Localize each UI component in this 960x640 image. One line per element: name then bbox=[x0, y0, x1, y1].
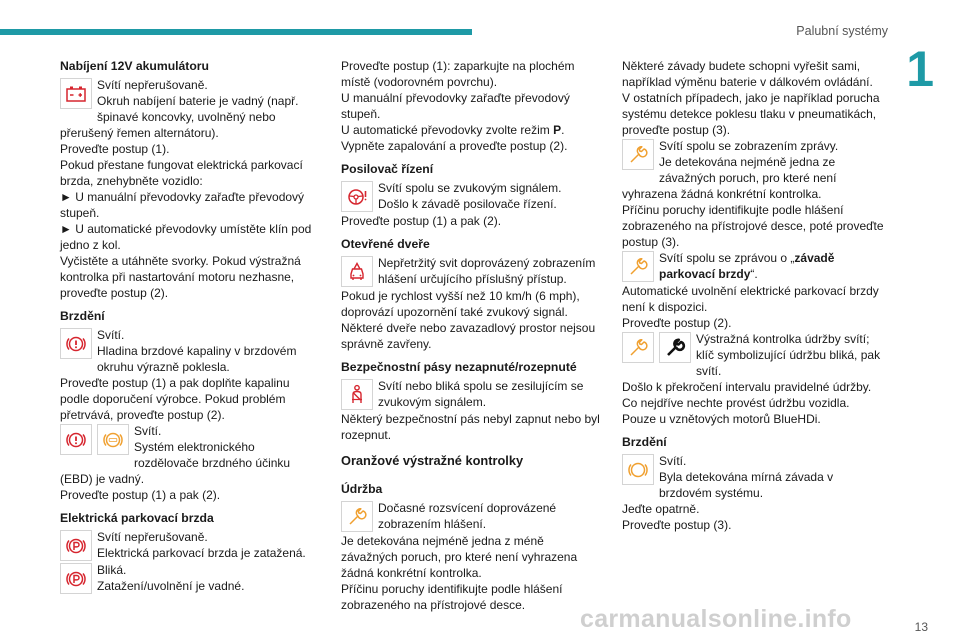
message-text-1: Svítí spolu se zobrazením zprávy. bbox=[659, 139, 839, 153]
procedure-text-2: U manuální převodovky zařaďte převodový stupeň. bbox=[341, 91, 570, 121]
brake-orange-entry bbox=[622, 453, 884, 501]
procedure-text-4: Vypněte zapalování a proveďte postup (2). bbox=[341, 139, 568, 153]
chapter-number: 1 bbox=[906, 41, 934, 97]
steering-text-2: Došlo k závadě posilovače řízení. bbox=[378, 197, 557, 211]
message-text-2: Je detekována nejméně jedna ze závažných poruch, pro které není vyhrazena žádná konkrétní kontrolka. bbox=[622, 155, 837, 201]
parking-text-3: Bliká. bbox=[97, 563, 127, 577]
steering-text-3: Proveďte postup (1) a pak (2). bbox=[341, 214, 502, 228]
maintenance-entry bbox=[622, 331, 884, 379]
col3-intro-2: V ostatních případech, jako je například porucha systému detekce poklesu tlaku v pneumatikách, proveďte postup (3). bbox=[622, 91, 880, 137]
brakes-text-2: Hladina brzdové kapaliny v brzdovém okruhu výrazně poklesla. bbox=[97, 344, 297, 374]
brake-orange-text-2: Byla detekována mírná závada v brzdovém systému. bbox=[659, 470, 834, 500]
wrench-icon bbox=[622, 251, 654, 282]
abs-icon bbox=[97, 424, 129, 455]
battery-entry bbox=[60, 77, 322, 141]
steering-entry bbox=[341, 180, 603, 213]
message-entry bbox=[622, 138, 884, 202]
door-text-3: Některé dveře nebo zavazadlový prostor nejsou správně zavřeny. bbox=[341, 321, 596, 351]
message-text-3: Příčinu poruchy identifikujte podle hlášení zobrazeného na přístrojové desce, poté proveďte postup (3). bbox=[622, 203, 884, 249]
maintenance-text-2: Došlo k překročení intervalu pravidelné údržby. bbox=[622, 380, 872, 394]
door-text-2: Pokud je rychlost vyšší než 10 km/h (6 mph), doprovází upozornění také zvukový signál. bbox=[341, 289, 580, 319]
parking-text-2: Elektrická parkovací brzda je zatažená. bbox=[97, 546, 306, 560]
maintenance-text-1: Výstražná kontrolka údržby svítí; klíč symbolizující údržbu bliká, pak svítí. bbox=[696, 332, 881, 378]
battery-text-7: Vyčistěte a utáhněte svorky. Pokud výstražná kontrolka při nastartování motoru nezhasne, proveďte postup (2). bbox=[60, 254, 301, 300]
section-title-service: Údržba bbox=[341, 482, 383, 496]
service-text-2: Je detekována nejméně jedna z méně závažných poruch, pro které není vyhrazena žádná konkrétní kontrolka. bbox=[341, 534, 578, 580]
steering-text-1: Svítí spolu se zvukovým signálem. bbox=[378, 181, 562, 195]
brake-orange-text-4: Proveďte postup (3). bbox=[622, 518, 732, 532]
section-title-brakes: Brzdění bbox=[60, 309, 105, 323]
brakes-text-1: Svítí. bbox=[97, 328, 125, 342]
wrench-icon bbox=[341, 501, 373, 532]
wrench-icon bbox=[622, 332, 654, 363]
procedure-text-1: Proveďte postup (1): zaparkujte na plochém místě (vodorovném povrchu). bbox=[341, 59, 575, 89]
parking-entry-2 bbox=[60, 562, 322, 595]
procedure-text-3 bbox=[341, 122, 603, 138]
battery-text-3: Proveďte postup (1). bbox=[60, 142, 170, 156]
parking-fault-text-1a: Svítí spolu se zprávou o „ bbox=[659, 251, 795, 265]
section-title-door: Otevřené dveře bbox=[341, 237, 430, 251]
ebd-text-3: Proveďte postup (1) a pak (2). bbox=[60, 488, 221, 502]
battery-icon bbox=[60, 78, 92, 109]
service-text-1: Dočasné rozsvícení doprovázené zobrazením hlášení. bbox=[378, 501, 557, 531]
parking-brake-icon bbox=[60, 563, 92, 594]
seatbelt-icon bbox=[341, 379, 373, 410]
door-entry bbox=[341, 255, 603, 288]
door-text-1: Nepřetržitý svit doprovázený zobrazením hlášení určujícího příslušný přístup. bbox=[378, 256, 596, 286]
ebd-entry bbox=[60, 423, 322, 487]
steering-warning-icon bbox=[341, 181, 373, 212]
battery-text-2: Okruh nabíjení baterie je vadný (např. špinavé koncovky, uvolněný nebo přerušený řemen alternátoru). bbox=[60, 94, 299, 140]
brakes-entry bbox=[60, 327, 322, 375]
parking-brake-icon bbox=[60, 530, 92, 561]
parking-fault-text-2: Automatické uvolnění elektrické parkovací brzdy není k dispozici. bbox=[622, 284, 879, 314]
brake-orange-text-1: Svítí. bbox=[659, 454, 687, 468]
section-title-parking-brake: Elektrická parkovací brzda bbox=[60, 511, 214, 525]
section-title-steering: Posilovač řízení bbox=[341, 162, 434, 176]
maintenance-text-4: Pouze u vznětových motorů BlueHDi. bbox=[622, 412, 821, 426]
column-3 bbox=[622, 58, 884, 533]
battery-text-4: Pokud přestane fungovat elektrická parkovací brzda, znehybněte vozidlo: bbox=[60, 158, 303, 188]
section-title-seatbelt: Bezpečnostní pásy nezapnuté/rozepnuté bbox=[341, 360, 577, 374]
section-title-battery: Nabíjení 12V akumulátoru bbox=[60, 59, 209, 73]
wrench-icon bbox=[622, 139, 654, 170]
maintenance-text-3: Co nejdříve nechte provést údržbu vozidla. bbox=[622, 396, 850, 410]
seatbelt-text-1: Svítí nebo bliká spolu se zesilujícím se zvukovým signálem. bbox=[378, 379, 584, 409]
ebd-text-1: Svítí. bbox=[134, 424, 162, 438]
parking-text-4: Zatažení/uvolnění je vadné. bbox=[97, 579, 245, 593]
brake-warning-icon bbox=[60, 424, 92, 455]
service-text-3: Příčinu poruchy identifikujte podle hlášení zobrazeného na přístrojové desce. bbox=[341, 582, 563, 612]
seatbelt-entry bbox=[341, 378, 603, 411]
battery-text-5: ► U manuální převodovky zařaďte převodový stupeň. bbox=[60, 190, 305, 220]
procedure-text-3c: . bbox=[561, 123, 565, 137]
ebd-text-2: Systém elektronického rozdělovače brzdného účinku (EBD) je vadný. bbox=[60, 440, 291, 486]
parking-fault-text-3: Proveďte postup (2). bbox=[622, 316, 732, 330]
column-1 bbox=[60, 58, 322, 595]
brake-warning-icon bbox=[60, 328, 92, 359]
battery-text-6: ► U automatické převodovky umístěte klín pod jedno z kol. bbox=[60, 222, 312, 252]
header-accent-bar bbox=[0, 29, 472, 35]
service-entry bbox=[341, 500, 603, 533]
col3-intro-1: Některé závady budete schopni vyřešit sami, například výměnu baterie v dálkovém ovládání. bbox=[622, 59, 873, 89]
parking-fault-bold: závadě parkovací brzdy bbox=[659, 251, 835, 281]
section-title-brakes-orange: Brzdění bbox=[622, 435, 667, 449]
seatbelt-text-2: Některý bezpečnostní pás nebyl zapnut nebo byl rozepnut. bbox=[341, 412, 600, 442]
orange-warnings-title: Oranžové výstražné kontrolky bbox=[341, 453, 524, 468]
battery-text-1: Svítí nepřerušovaně. bbox=[97, 78, 208, 92]
service-key-icon bbox=[659, 332, 691, 363]
open-door-icon bbox=[341, 256, 373, 287]
brakes-text-3: Proveďte postup (1) a pak doplňte kapalinu podle doporučení výrobce. Pokud problém přetrvává, proveďte postup (2). bbox=[60, 376, 290, 422]
parking-fault-entry bbox=[622, 250, 884, 283]
brake-orange-text-3: Jeďte opatrně. bbox=[622, 502, 700, 516]
gear-p-label: P bbox=[553, 123, 562, 137]
column-2 bbox=[341, 58, 603, 613]
parking-entry-1 bbox=[60, 529, 322, 562]
parking-fault-text-1c: “. bbox=[750, 267, 758, 281]
running-title: Palubní systémy bbox=[796, 24, 888, 38]
page-number: 13 bbox=[914, 620, 928, 634]
brake-warning-icon bbox=[622, 454, 654, 485]
watermark: carmanualsonline.info bbox=[580, 605, 852, 633]
parking-text-1: Svítí nepřerušovaně. bbox=[97, 530, 208, 544]
procedure-text-3a: U automatické převodovky zvolte režim bbox=[341, 123, 554, 137]
